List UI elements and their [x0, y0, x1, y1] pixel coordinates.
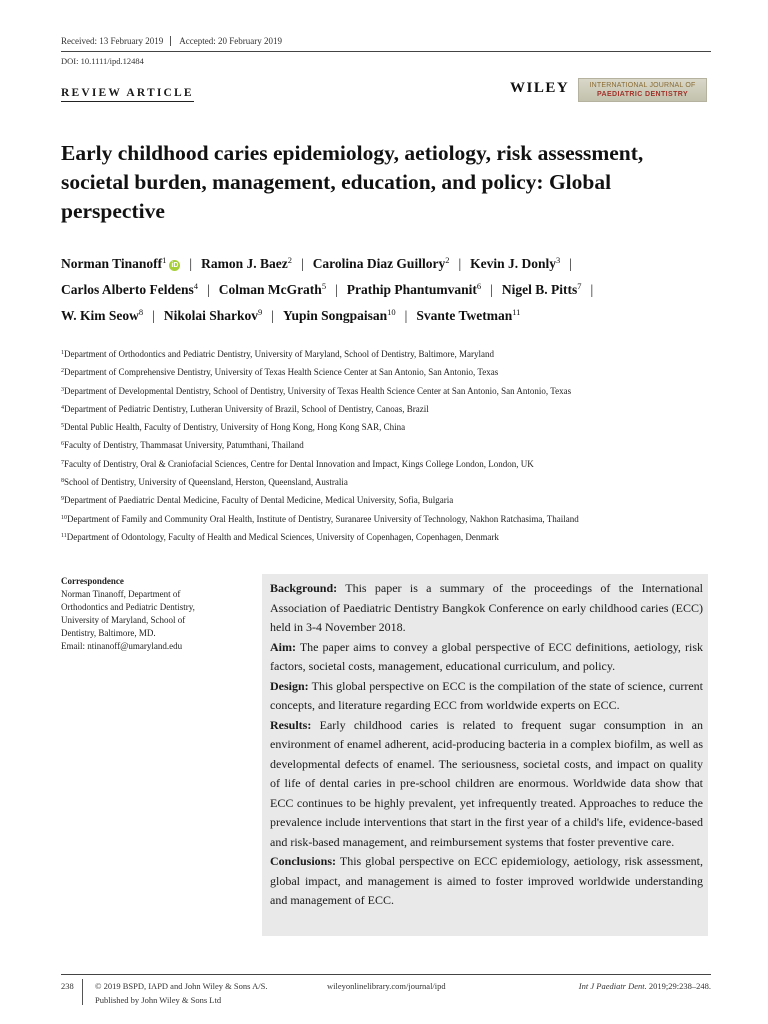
article-title: Early childhood caries epidemiology, aetiology, risk assessment, societal burden, management, education, and policy: Global perspective	[61, 141, 644, 223]
author-list: Norman Tinanoff$^1$iD | Ramon J. Baez$^2$ | Carolina Diaz Guillory$^2$ | Kevin J. Donly$^3$ | Carlos Alberto Feldens$^4$ | Colman McGrath$^5$ | Prathip Phantumvanit$^6$ | Nigel B. Pitts$^7$ | W. Kim Seow$^8$ | Nikolai Sharkov$^9$ | Yupin Songpaisan$^{10}$ | Svante Twetman$^{11}$	[61, 255, 594, 323]
journal-url[interactable]: wileyonlinelibrary.com/journal/ipd	[327, 981, 446, 991]
article-type: REVIEW ARTICLE	[61, 87, 194, 102]
affiliation-item: $^{11}$Department of Odontology, Faculty of Health and Medical Sciences, University of Copenhagen, Copenhagen, Denmark	[61, 531, 499, 542]
received-date: Received: 13 February 2019	[61, 36, 171, 46]
author-name[interactable]: Norman Tinanoff$^1$	[61, 255, 167, 271]
footer-rule	[61, 974, 711, 975]
abstract-design: Design: This global perspective on ECC is the compilation of the state of science, current concepts, and literature regarding ECC from worldwide experts on ECC.	[270, 678, 703, 712]
author-name[interactable]: Carlos Alberto Feldens$^4$	[61, 281, 198, 297]
correspondence-email[interactable]: Email: ntinanoff@umaryland.edu	[61, 641, 183, 651]
abstract-background: Background: This paper is a summary of the proceedings of the International Association of Paediatric Dentistry Bangkok Conference on early childhood caries (ECC) held in 3-4 November 2018.	[270, 581, 703, 634]
author-name[interactable]: Svante Twetman$^{11}$	[416, 307, 521, 323]
journal-logo	[578, 78, 707, 102]
affiliation-item: $^8$School of Dentistry, University of Queensland, Herston, Queensland, Australia	[61, 477, 348, 488]
correspondence-line: Orthodontics and Pediatric Dentistry,	[61, 602, 195, 612]
author-name[interactable]: W. Kim Seow$^8$	[61, 307, 144, 323]
author-name[interactable]: Carolina Diaz Guillory$^2$	[312, 255, 450, 271]
abstract-box	[262, 574, 708, 936]
affiliation-item: $^3$Department of Developmental Dentistry, School of Dentistry, University of Texas Health Science Center at San Antonio, San Antonio, Texas	[61, 385, 572, 396]
affiliation-item: $^7$Faculty of Dentistry, Oral & Craniofacial Sciences, Centre for Dental Innovation and Impact, Kings College London, London, UK	[61, 458, 534, 469]
affiliation-item: $^9$Department of Paediatric Dental Medicine, Faculty of Dental Medicine, Medical University, Sofia, Bulgaria	[61, 495, 454, 506]
abstract-aim: Aim: The paper aims to convey a global perspective of ECC definitions, aetiology, risk factors, societal costs, management, educational curriculum, and policy.	[270, 639, 703, 673]
publisher-line: Published by John Wiley & Sons Ltd	[95, 995, 222, 1005]
affiliation-list	[61, 345, 711, 546]
author-name[interactable]: Nigel B. Pitts$^7$	[501, 281, 582, 297]
journal-logo-line1: INTERNATIONAL JOURNAL OF	[589, 82, 696, 89]
page-number: 238	[61, 979, 83, 1005]
abstract-conclusions: Conclusions: This global perspective on ECC epidemiology, aetiology, risk assessment, global impact, and management is aimed to foster improved worldwide understanding and management of ECC.	[270, 854, 703, 907]
affiliation-item: $^2$Department of Comprehensive Dentistry, University of Texas Health Science Center at San Antonio, San Antonio, Texas	[61, 367, 499, 378]
orcid-icon[interactable]: iD	[171, 262, 179, 269]
header-rule	[61, 51, 711, 52]
affiliation-item: $^5$Dental Public Health, Faculty of Dentistry, University of Hong Kong, Hong Kong SAR, China	[61, 422, 406, 433]
abstract-results: Results: Early childhood caries is related to frequent sugar consumption in an environment of enamel adherent, acid-producing bacteria in a complex biofilm, as well as developmental defects of enamel. The seriousness, societal costs, and impact on quality of life of dental caries in pre-school children are enormous. Worldwide data show that ECC continues to be highly prevalent, yet infrequently treated. Approaches to reduce the prevalence include interventions that start in the first year of a child's life, evidence-based and risk-based management, and reimbursement systems that foster preventive care.	[270, 717, 703, 849]
correspondence	[61, 575, 241, 653]
correspondence-line: Dentistry, Baltimore, MD.	[61, 628, 156, 638]
author-name[interactable]: Yupin Songpaisan$^{10}$	[282, 307, 396, 323]
author-name[interactable]: Ramon J. Baez$^2$	[201, 255, 292, 271]
article-dates	[61, 36, 282, 46]
correspondence-line: University of Maryland, School of	[61, 615, 186, 625]
author-name[interactable]: Prathip Phantumvanit$^6$	[346, 281, 482, 297]
affiliation-item: $^{10}$Department of Family and Community Oral Health, Institute of Dentistry, Suranaree University of Technology, Nakhon Ratchasima, Thailand	[61, 513, 579, 524]
correspondence-line: Norman Tinanoff, Department of	[61, 589, 181, 599]
affiliation-item: $^1$Department of Orthodontics and Pediatric Dentistry, University of Maryland, School of Dentistry, Baltimore, Maryland	[61, 349, 494, 359]
correspondence-heading: Correspondence	[61, 576, 124, 586]
author-name[interactable]: Nikolai Sharkov$^9$	[163, 307, 263, 323]
author-name[interactable]: Kevin J. Donly$^3$	[470, 255, 561, 271]
doi[interactable]: DOI: 10.1111/ipd.12484	[61, 56, 144, 66]
publisher-logo: WILEY	[510, 80, 570, 96]
accepted-date: Accepted: 20 February 2019	[179, 36, 282, 46]
journal-logo-line2: PAEDIATRIC DENTISTRY	[596, 91, 689, 98]
citation: Int J Paediatr Dent. 2019;29:238–248.	[578, 981, 711, 991]
affiliation-item: $^6$Faculty of Dentistry, Thammasat University, Patumthani, Thailand	[61, 440, 304, 451]
copyright: © 2019 BSPD, IAPD and John Wiley & Sons A/S.	[95, 981, 268, 991]
author-name[interactable]: Colman McGrath$^5$	[218, 281, 327, 297]
affiliation-item: $^4$Department of Pediatric Dentistry, Lutheran University of Brazil, School of Dentistry, Canoas, Brazil	[61, 403, 429, 414]
